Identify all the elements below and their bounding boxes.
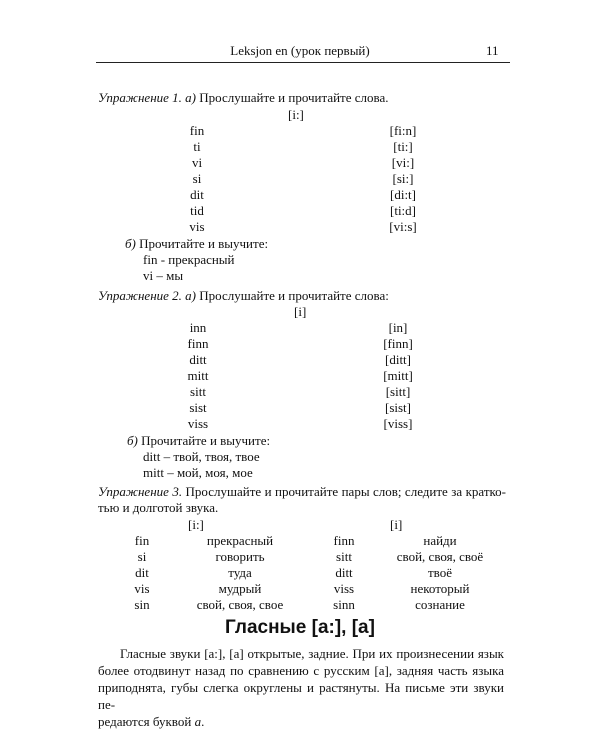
vocab-item: ditt – твой, твоя, твое xyxy=(143,449,260,464)
paragraph-line-last xyxy=(98,713,504,730)
translation: сознание xyxy=(415,597,465,612)
exercise-1b-label: б) xyxy=(125,236,136,251)
exercise-2-words xyxy=(178,320,218,432)
exercise-3-instruction: Прослушайте и прочитайте пары слов; следите за кратко- xyxy=(185,484,507,499)
word: ditt xyxy=(335,565,353,580)
section-paragraph xyxy=(98,645,504,730)
transcription: [di:t] xyxy=(390,187,416,202)
exercise-2-vocab xyxy=(143,449,260,481)
transcription: [ditt] xyxy=(385,352,411,367)
word: dit xyxy=(190,187,204,202)
exercise-3-col-t1 xyxy=(180,533,300,613)
paragraph-line: более отодвинут назад по сравнению с русским [а], задняя часть языка xyxy=(98,663,504,678)
word: sitt xyxy=(336,549,352,564)
exercise-3-sound-long: [i:] xyxy=(188,517,204,532)
exercise-2b-title xyxy=(127,433,270,449)
exercise-1-instruction: Прослушайте и прочитайте слова. xyxy=(199,90,389,105)
page-number: 11 xyxy=(486,43,499,58)
translation: найди xyxy=(423,533,457,548)
word: sist xyxy=(189,400,207,415)
paragraph-letter: a xyxy=(194,714,202,729)
exercise-3-col-w1 xyxy=(120,533,164,613)
word: finn xyxy=(333,533,355,548)
running-header: Leksjon en (урок первый) xyxy=(230,43,370,58)
word: vi xyxy=(191,155,203,170)
transcription: [viss] xyxy=(383,416,413,431)
word: ditt xyxy=(189,352,207,367)
exercise-2-instruction: Прослушайте и прочитайте слова: xyxy=(199,288,389,303)
word: tid xyxy=(190,203,204,218)
exercise-1-sound: [i:] xyxy=(288,107,304,122)
word: inn xyxy=(189,320,207,335)
word: ti xyxy=(193,139,201,154)
transcription: [vi:] xyxy=(391,155,415,170)
word: si xyxy=(192,171,202,186)
exercise-1-label: Упражнение 1. а) xyxy=(98,90,196,105)
word: vis xyxy=(189,219,205,234)
paragraph-line: редаются буквой xyxy=(98,714,195,729)
exercise-3-col-w2 xyxy=(322,533,366,613)
exercise-2-title xyxy=(98,288,389,304)
exercise-2b-label: б) xyxy=(127,433,138,448)
word: finn xyxy=(187,336,209,351)
translation: туда xyxy=(228,565,252,580)
vocab-item: mitt – мой, моя, мое xyxy=(143,465,253,480)
word: vis xyxy=(134,581,150,596)
translation: твоё xyxy=(427,565,452,580)
paragraph-line: приподнята, губы слегка округлены и растянуты. На письме эти звуки пе- xyxy=(98,680,504,712)
transcription: [vi:s] xyxy=(389,219,417,234)
vocab-item: fin - прекрасный xyxy=(143,252,235,267)
word: dit xyxy=(135,565,149,580)
word: viss xyxy=(187,416,209,431)
word: viss xyxy=(333,581,355,596)
exercise-2-label: Упражнение 2. а) xyxy=(98,288,196,303)
transcription: [fi:n] xyxy=(389,123,417,138)
transcription: [finn] xyxy=(383,336,413,351)
exercise-1b-title xyxy=(125,236,268,252)
exercise-1-transcriptions xyxy=(376,123,430,235)
word: sinn xyxy=(333,597,355,612)
word: mitt xyxy=(187,368,209,383)
word: si xyxy=(137,549,147,564)
translation: говорить xyxy=(215,549,265,564)
transcription: [in] xyxy=(388,320,408,335)
exercise-1b-instruction: Прочитайте и выучите: xyxy=(139,236,269,251)
transcription: [ti:] xyxy=(393,139,413,154)
word: fin xyxy=(189,123,205,138)
exercise-1-words xyxy=(174,123,220,235)
exercise-2-transcriptions xyxy=(376,320,420,432)
translation: прекрасный xyxy=(206,533,274,548)
transcription: [si:] xyxy=(392,171,414,186)
exercise-2-sound: [i] xyxy=(294,304,307,319)
exercise-3-instruction-cont: тью и долготой звука. xyxy=(98,500,219,515)
word: sitt xyxy=(190,384,206,399)
exercise-3-label: Упражнение 3. xyxy=(98,484,183,499)
paragraph-period: . xyxy=(201,714,205,729)
translation: свой, своя, свое xyxy=(196,597,284,612)
paragraph-line: Гласные звуки [a:], [a] открытые, задние. При их произнесении язык xyxy=(120,646,504,661)
exercise-1-vocab xyxy=(143,252,235,284)
exercise-3-sound-short: [i] xyxy=(390,517,403,532)
section-title: Гласные [a:], [a] xyxy=(225,617,375,638)
word: fin xyxy=(134,533,150,548)
exercise-2b-instruction: Прочитайте и выучите: xyxy=(141,433,271,448)
transcription: [ti:d] xyxy=(390,203,416,218)
exercise-1-title xyxy=(98,90,389,106)
transcription: [mitt] xyxy=(383,368,413,383)
translation: мудрый xyxy=(218,581,262,596)
translation: некоторый xyxy=(410,581,470,596)
exercise-3-title xyxy=(98,484,506,500)
translation: свой, своя, своё xyxy=(396,549,484,564)
exercise-3-col-t2 xyxy=(380,533,500,613)
transcription: [sitt] xyxy=(385,384,411,399)
vocab-item: vi – мы xyxy=(143,268,184,283)
header-rule xyxy=(96,62,510,63)
transcription: [sist] xyxy=(385,400,411,415)
word: sin xyxy=(134,597,150,612)
